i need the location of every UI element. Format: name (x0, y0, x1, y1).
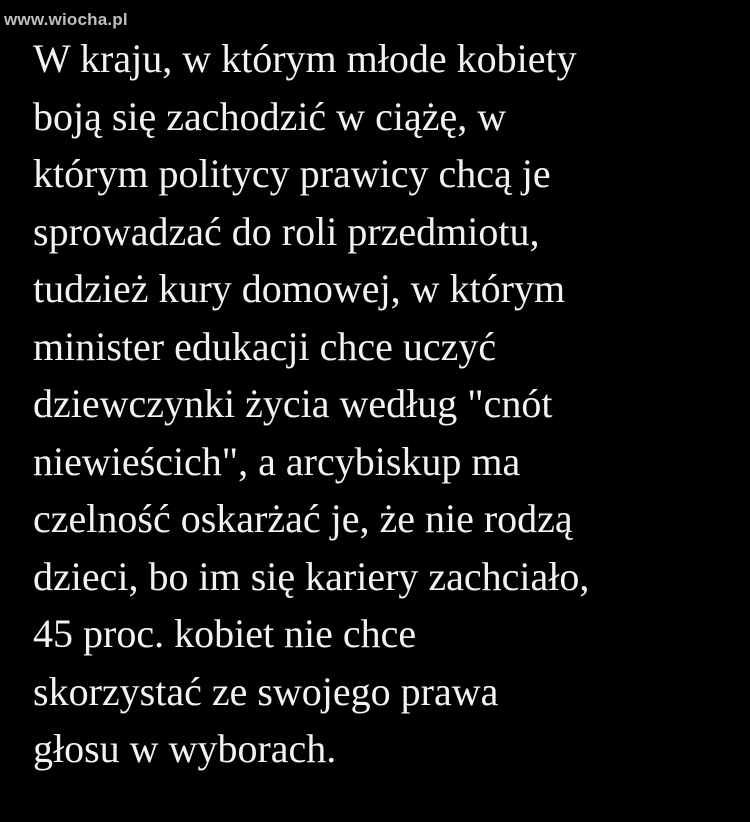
quote-line: niewieścich", a arcybiskup ma (33, 438, 521, 484)
quote-line: skorzystać ze swojego prawa (33, 668, 499, 714)
quote-text (33, 30, 738, 778)
quote-line: 45 proc. kobiet nie chce (33, 611, 417, 656)
quote-line: minister edukacji chce uczyć (33, 323, 497, 369)
quote-line: tudzież kury domowej, w którym (33, 266, 566, 311)
quote-line: czelność oskarżać je, że nie rodzą (33, 496, 573, 541)
quote-line: dziewczynki życia według "cnót (33, 381, 553, 426)
quote-line: sprowadzać do roli przedmiotu, (33, 208, 540, 254)
quote-line: którym politycy prawicy chcą je (33, 151, 551, 196)
quote-line: W kraju, w którym młode kobiety (33, 36, 577, 81)
quote-line: dzieci, bo im się kariery zachciało, (33, 553, 590, 599)
watermark: www.wiocha.pl (4, 10, 128, 29)
quote-line: głosu w wyborach. (33, 726, 337, 771)
quote-line: boją się zachodzić w ciążę, w (33, 93, 507, 139)
